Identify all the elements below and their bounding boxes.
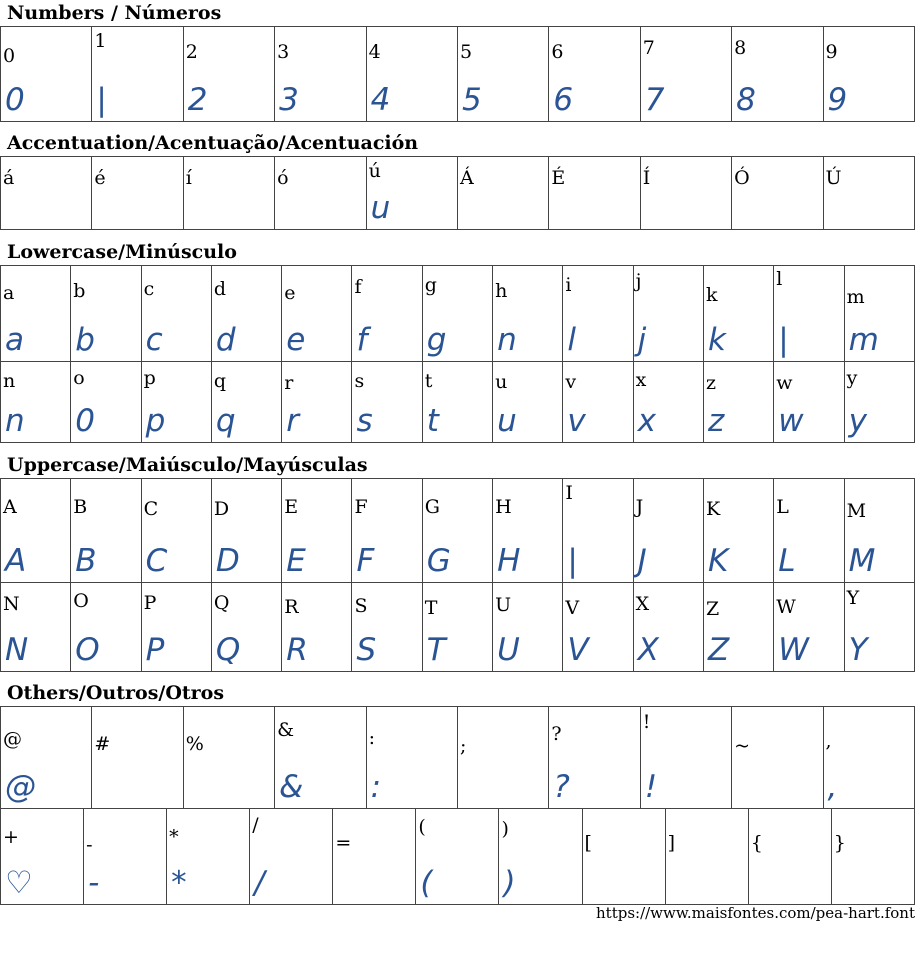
glyph-cell [275,27,366,122]
glyph-cell-label: v [565,371,577,393]
glyph-cell [352,266,422,362]
glyph-cell-label: 9 [825,41,838,63]
glyph-cell [549,157,640,230]
glyph-cell-label: M [846,500,867,522]
glyph-cell [457,27,548,122]
uppercase-grid-row-2 [0,582,915,672]
glyph-cell-label: z [705,372,716,394]
glyph-sample: n [497,322,517,358]
glyph-cell-label: V [565,597,580,619]
section-title-others: Others/Outros/Otros [7,682,225,704]
glyph-cell [732,157,823,230]
glyph-cell [422,583,492,672]
glyph-cell-label: 6 [551,41,564,63]
glyph-cell-label: w [776,372,793,394]
glyph-cell [549,707,640,809]
glyph-cell-label: 2 [185,41,198,63]
glyph-sample: u [370,190,391,226]
glyph-cell-label: C [143,498,159,520]
glyph-sample: Z [707,632,730,668]
others-grid-row-2 [0,808,915,905]
glyph-cell-label: j [635,270,642,292]
glyph-cell-label: b [73,280,86,302]
glyph-cell [493,362,563,443]
glyph-cell [732,27,823,122]
glyph-sample: C [145,543,168,579]
glyph-cell-label: G [424,496,440,518]
glyph-cell [1,809,84,905]
glyph-cell [422,266,492,362]
glyph-cell [92,707,183,809]
glyph-cell [774,479,844,583]
glyph-sample: p [145,403,166,439]
glyph-cell-label: g [424,274,437,296]
glyph-cell-label: d [213,278,227,300]
glyph-cell [774,583,844,672]
glyph-sample: O [75,632,100,668]
section-title-lowercase: Lowercase/Minúsculo [7,241,237,263]
glyph-sample: e [286,322,306,358]
glyph-cell-label: h [495,280,508,302]
glyph-cell [1,157,92,230]
glyph-cell [633,362,703,443]
glyph-cell [493,479,563,583]
glyph-sample: 4 [370,82,391,118]
glyph-cell-label: i [565,274,572,296]
glyph-cell-label: 5 [459,41,473,63]
glyph-sample: R [286,632,308,668]
glyph-cell-label: P [143,592,157,614]
glyph-cell-label: { [750,832,763,854]
section-title-uppercase: Uppercase/Maiúsculo/Mayúsculas [7,454,368,476]
glyph-cell-label: 1 [94,30,107,52]
glyph-cell [167,809,250,905]
glyph-sample: s [356,403,373,439]
glyph-cell [84,809,167,905]
glyph-sample: S [356,632,377,668]
glyph-cell-label: W [776,596,796,618]
glyph-cell-label: ó [277,167,289,189]
glyph-cell-label: Á [459,167,474,189]
glyph-cell-label: Q [213,592,230,614]
glyph-cell [352,479,422,583]
glyph-sample: 6 [553,82,574,118]
glyph-sample: D [215,543,240,579]
glyph-cell-label: X [635,593,650,615]
glyph-cell-label: o [73,367,85,389]
glyph-sample: * [171,865,187,901]
glyph-cell [422,479,492,583]
glyph-sample: 0 [75,403,96,439]
glyph-cell [282,479,352,583]
glyph-cell-label: , [825,730,832,752]
glyph-cell-label: t [424,370,433,392]
glyph-cell-label: Ú [825,167,842,189]
glyph-cell-label: a [3,282,15,304]
glyph-cell [141,266,211,362]
glyph-cell [1,362,71,443]
glyph-cell [352,583,422,672]
glyph-cell [732,707,823,809]
glyph-cell [633,479,703,583]
glyph-cell [282,266,352,362]
glyph-cell-label: N [3,593,20,615]
glyph-sample: d [215,322,236,358]
glyph-cell [141,479,211,583]
glyph-cell-label: ú [368,160,381,182]
glyph-sample: j [637,322,647,358]
glyph-cell-label: s [354,370,365,392]
glyph-cell-label: Í [642,167,651,189]
others-grid-row-1 [0,706,915,809]
glyph-cell [92,157,183,230]
glyph-sample: & [279,769,304,805]
glyph-cell-label: É [551,167,566,189]
glyph-sample: V [567,632,589,668]
glyph-sample: Q [215,632,241,668]
glyph-cell [275,707,366,809]
glyph-cell [183,27,274,122]
glyph-sample: v [567,403,586,439]
glyph-sample: 9 [827,82,848,118]
glyph-cell [823,707,914,809]
glyph-cell-label: ~ [734,735,751,757]
glyph-cell [211,362,281,443]
glyph-cell-label: ! [642,711,651,733]
glyph-cell-label: * [169,826,179,848]
glyph-cell [211,266,281,362]
glyph-cell-label: I [565,482,573,504]
glyph-cell-label: / [252,814,259,836]
glyph-cell [183,157,274,230]
glyph-sample: E [286,543,306,579]
glyph-sample: @ [5,769,36,805]
glyph-sample: H [497,543,521,579]
glyph-sample: l [567,322,576,358]
glyph-cell-label: ] [667,832,676,854]
glyph-cell [499,809,582,905]
glyph-cell [1,27,92,122]
glyph-sample: a [5,322,24,358]
glyph-cell [211,583,281,672]
glyph-sample: U [497,632,520,668]
glyph-sample: L [778,543,796,579]
glyph-cell-label: H [495,496,512,518]
glyph-sample: 5 [461,82,482,118]
glyph-cell-label: í [185,167,192,189]
source-url: https://www.maisfontes.com/pea-hart.font [596,904,915,922]
glyph-cell [563,266,633,362]
glyph-sample: , [827,769,838,805]
glyph-cell [416,809,499,905]
glyph-cell-label: r [284,372,294,394]
glyph-cell [703,479,773,583]
glyph-cell-label: n [3,370,16,392]
glyph-cell [366,707,457,809]
glyph-sample: n [5,403,25,439]
glyph-sample: | [567,543,578,579]
glyph-cell [282,583,352,672]
glyph-cell [333,809,416,905]
glyph-cell-label: Y [846,587,860,609]
glyph-sample: : [370,769,382,805]
glyph-sample: ( [420,865,433,901]
glyph-cell [582,809,665,905]
glyph-cell-label: } [833,832,846,854]
glyph-cell [493,266,563,362]
glyph-cell [422,362,492,443]
glyph-cell-label: @ [3,728,22,750]
glyph-cell [640,27,731,122]
glyph-cell-label: m [846,286,865,308]
glyph-cell-label: F [354,496,368,518]
glyph-cell [703,266,773,362]
glyph-cell [493,583,563,672]
glyph-sample: N [5,632,29,668]
glyph-cell-label: B [73,496,88,518]
glyph-cell-label: [ [584,832,592,854]
glyph-cell-label: ; [459,735,467,757]
glyph-sample: X [637,632,659,668]
glyph-cell-label: J [635,496,644,518]
glyph-sample: x [637,403,657,439]
glyph-sample: ) [503,865,516,901]
glyph-cell [457,707,548,809]
glyph-cell-label: e [284,282,296,304]
glyph-cell [352,362,422,443]
glyph-cell-label: 4 [368,41,381,63]
glyph-cell [1,266,71,362]
glyph-cell [563,583,633,672]
glyph-cell-label: 8 [734,37,747,59]
glyph-sample: / [254,865,265,901]
glyph-cell [823,27,914,122]
glyph-cell-label: y [846,367,858,389]
glyph-cell [640,157,731,230]
glyph-cell-label: ) [501,818,509,840]
glyph-sample: k [707,322,726,358]
glyph-sample: t [426,403,439,439]
glyph-cell-label: ( [418,816,426,838]
glyph-cell-label: 3 [277,41,290,63]
glyph-sample: B [75,543,97,579]
glyph-cell [844,479,914,583]
section-title-accents: Accentuation/Acentuação/Acentuación [7,132,419,154]
glyph-sample: W [778,632,809,668]
glyph-cell [703,583,773,672]
glyph-sample: z [707,403,725,439]
glyph-cell [211,479,281,583]
glyph-cell-label: k [705,284,718,306]
glyph-cell-label: T [424,597,438,619]
glyph-cell-label: A [3,496,17,518]
glyph-sample: r [286,403,299,439]
glyph-cell-label: ? [551,723,562,745]
glyph-sample: m [848,322,879,358]
glyph-cell [1,707,92,809]
glyph-cell-label: + [3,826,19,848]
glyph-cell-label: U [495,594,512,616]
glyph-sample: P [145,632,165,668]
glyph-cell-label: 7 [642,37,655,59]
glyph-cell-label: Z [705,598,720,620]
uppercase-grid-row-1 [0,478,915,583]
glyph-sample: | [778,322,789,358]
glyph-cell [831,809,914,905]
glyph-cell-label: : [368,727,375,749]
glyph-sample: ! [644,769,658,805]
accents-grid [0,156,915,230]
glyph-cell [633,266,703,362]
glyph-cell-label: # [94,733,111,755]
lowercase-grid-row-2 [0,361,915,443]
glyph-cell [141,362,211,443]
glyph-cell [640,707,731,809]
glyph-cell-label: c [143,278,155,300]
glyph-sample: | [96,82,107,118]
glyph-cell [549,27,640,122]
glyph-cell [633,583,703,672]
glyph-cell-label: p [143,367,156,389]
glyph-sample: F [356,543,375,579]
glyph-cell [563,362,633,443]
glyph-cell [366,157,457,230]
glyph-cell [92,27,183,122]
glyph-cell-label: é [94,167,106,189]
glyph-cell-label: á [3,167,15,189]
numbers-grid [0,26,915,122]
glyph-cell [71,362,141,443]
glyph-sample: 7 [644,82,665,118]
glyph-sample: J [637,543,647,579]
glyph-sample: 0 [5,82,25,118]
glyph-sample: y [848,403,867,439]
glyph-sample: w [778,403,804,439]
glyph-cell-label: q [213,370,227,392]
glyph-cell-label: % [185,733,204,755]
glyph-cell [703,362,773,443]
glyph-cell-label: D [213,498,230,520]
glyph-cell [71,266,141,362]
glyph-cell [282,362,352,443]
glyph-cell [1,479,71,583]
glyph-cell-label: R [284,596,299,618]
glyph-cell-label: 0 [3,45,16,67]
glyph-sample: 3 [279,82,299,118]
glyph-cell-label: = [335,832,352,854]
glyph-cell [748,809,831,905]
glyph-cell [1,583,71,672]
glyph-cell-label: & [277,719,295,741]
glyph-sample: T [426,632,446,668]
glyph-cell-label: u [495,371,508,393]
glyph-cell [774,362,844,443]
glyph-sample: G [426,543,451,579]
glyph-cell-label: S [354,595,368,617]
glyph-sample: c [145,322,163,358]
glyph-sample: Y [848,632,868,668]
section-title-numbers: Numbers / Números [7,2,222,24]
glyph-sample: f [356,322,368,358]
glyph-cell [71,583,141,672]
glyph-cell [844,362,914,443]
glyph-cell [844,583,914,672]
glyph-sample: b [75,322,95,358]
glyph-sample: ♡ [5,865,33,901]
glyph-sample: - [88,865,100,901]
glyph-cell-label: E [284,496,299,518]
glyph-sample: 2 [187,82,208,118]
glyph-cell-label: K [705,498,721,520]
glyph-cell [563,479,633,583]
glyph-cell-label: x [635,369,647,391]
glyph-cell-label: l [776,268,783,290]
glyph-cell-label: f [354,276,362,298]
glyph-cell [250,809,333,905]
glyph-sample: ? [553,769,570,805]
glyph-cell [457,157,548,230]
glyph-sample: A [5,543,27,579]
glyph-sample: g [426,322,447,358]
glyph-cell [71,479,141,583]
glyph-cell [665,809,748,905]
glyph-cell-label: - [86,834,93,856]
glyph-sample: K [707,543,729,579]
glyph-cell [183,707,274,809]
glyph-cell [141,583,211,672]
glyph-cell [366,27,457,122]
lowercase-grid-row-1 [0,265,915,362]
glyph-sample: q [215,403,236,439]
glyph-cell-label: O [73,590,89,612]
glyph-cell [275,157,366,230]
glyph-cell [774,266,844,362]
glyph-cell [844,266,914,362]
glyph-sample: u [497,403,517,439]
glyph-cell-label: L [776,496,789,518]
glyph-cell-label: Ó [734,167,750,189]
glyph-sample: M [848,543,876,579]
glyph-cell [823,157,914,230]
glyph-sample: 8 [736,82,756,118]
